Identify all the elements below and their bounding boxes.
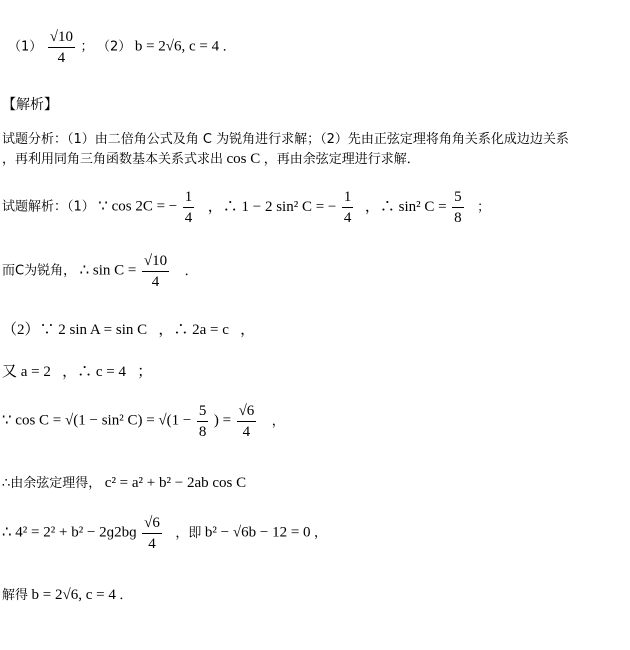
step1-frac-repeat-num: 1	[342, 188, 354, 208]
step8-end: ．	[119, 588, 133, 603]
part1-label: （1）	[8, 39, 43, 55]
step1-end: ；	[477, 199, 491, 215]
part2-label: （2）	[97, 39, 132, 55]
step5-a: ∵ cos C = √(1 − sin² C) = √(1 −	[2, 412, 192, 429]
step1-frac-den: 4	[184, 210, 193, 226]
step2-end: ．	[184, 263, 198, 279]
analysis-line-2b: ，再由余弦定理进行求解．	[263, 152, 420, 167]
solution-step-7	[2, 514, 327, 553]
step1-frac2-den: 8	[454, 210, 462, 226]
step5-b: ) =	[213, 412, 232, 429]
separator: ；	[80, 39, 94, 55]
step7-end: ，	[314, 525, 328, 541]
step7-c: b² − √6b − 12 = 0	[204, 524, 311, 541]
solution-step-4: 又 a = 2 ，∴ c = 4 ；	[2, 364, 153, 380]
section-header: 【解析】	[2, 97, 58, 113]
step2-math: ∴ sin C =	[79, 262, 137, 279]
step1-frac-repeat-den: 4	[343, 210, 352, 226]
step1-a: ∵ cos 2C = −	[98, 198, 178, 215]
step5-frac	[197, 402, 209, 441]
step2-frac-num: √10	[142, 252, 169, 272]
step1-frac-num: 1	[183, 188, 195, 208]
step1-c: ，∴ sin² C =	[364, 198, 447, 215]
step2-frac	[142, 252, 169, 291]
step5-frac2	[237, 402, 257, 441]
solution-step-8	[2, 584, 132, 604]
step1-b: ，∴ 1 − 2 sin² C = −	[207, 198, 337, 215]
step1-frac	[183, 188, 195, 227]
solution-step-6	[2, 472, 246, 492]
answer1-denominator: 4	[57, 50, 66, 66]
step8-text: 解得	[2, 588, 29, 603]
answer1-fraction	[48, 28, 75, 67]
step2-frac-den: 4	[151, 274, 160, 290]
step7-frac	[142, 514, 162, 553]
answer-line	[8, 28, 236, 67]
step7-a: ∴ 4² = 2² + b² − 2ɡ2bɡ	[2, 524, 137, 541]
solution-step-5	[2, 402, 285, 441]
step5-end: ，	[271, 413, 285, 429]
step7-frac-den: 4	[148, 536, 156, 552]
analysis-line-1: 试题分析：（1）由二倍角公式及角 C 为锐角进行求解；（2）先由正弦定理将角角关系化成边边关系	[2, 132, 569, 147]
answer1-numerator: √10	[48, 28, 75, 48]
solution-step-2	[2, 252, 198, 291]
analysis-line-2	[2, 148, 420, 168]
step5-frac-num: 5	[197, 402, 209, 422]
step6-math: c² = a² + b² − 2ab cos C	[104, 475, 247, 491]
step1-frac2-num: 5	[452, 188, 464, 208]
step8-math: b = 2√6, c = 4	[31, 587, 116, 603]
solution-step-1	[2, 188, 490, 227]
step5-frac-den: 8	[198, 424, 207, 440]
analysis-line-2-math: cos C	[226, 151, 261, 167]
step5-frac2-den: 4	[242, 424, 251, 440]
step6-text: ∴由余弦定理得，	[2, 476, 102, 491]
step2-text: 而C为锐角，	[2, 263, 77, 279]
answer2-expr: b = 2√6, c = 4	[134, 38, 220, 55]
solution-step-3: （2）∵ 2 sin A = sin C ，∴ 2a = c ，	[2, 322, 256, 338]
step7-b: ，即	[175, 525, 202, 541]
answer-end: ．	[222, 39, 236, 55]
analysis-line-2a: ，再利用同角三角函数基本关系式求出	[2, 152, 224, 167]
step5-frac2-num: √6	[237, 402, 257, 422]
solution-intro: 试题解析：（1）	[2, 199, 95, 215]
step1-frac-repeat	[342, 188, 354, 227]
step7-frac-num: √6	[142, 514, 162, 534]
step1-frac2	[452, 188, 464, 227]
